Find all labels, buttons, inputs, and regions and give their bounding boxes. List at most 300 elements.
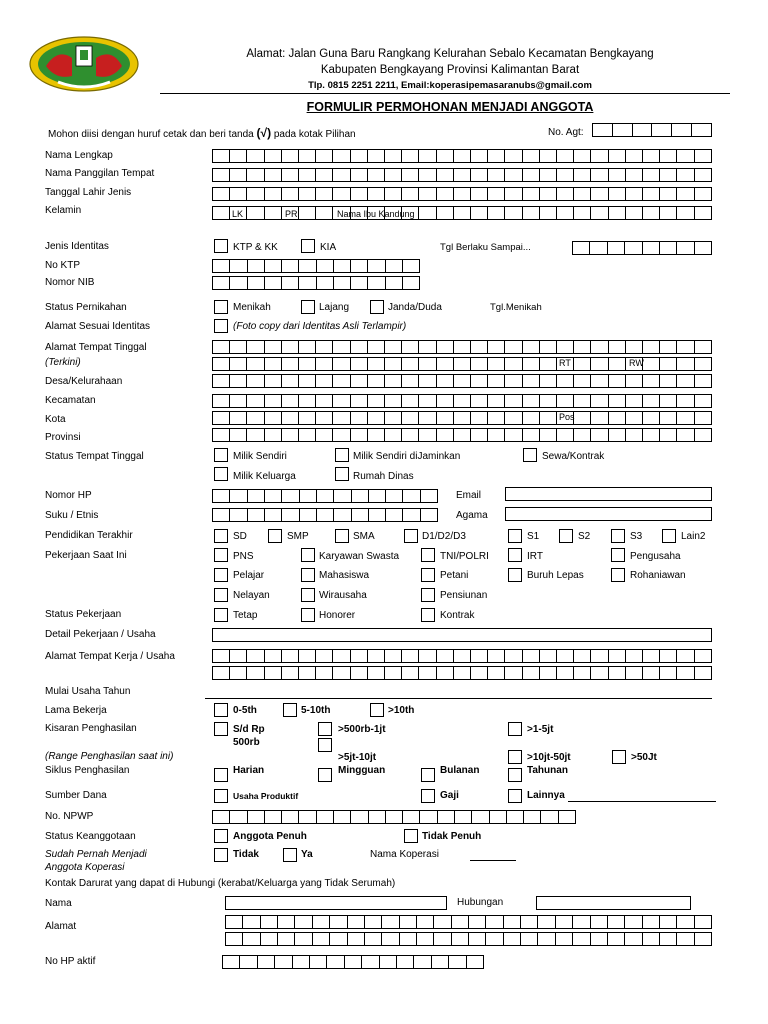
grid-cell[interactable] (369, 490, 386, 502)
grid-cell[interactable] (557, 412, 574, 424)
grid-cell[interactable] (368, 207, 385, 219)
grid-cell[interactable] (557, 395, 574, 407)
grid-cell[interactable] (660, 429, 677, 441)
grid-cell[interactable] (505, 150, 522, 162)
grid-cell[interactable] (226, 916, 243, 928)
checkbox-bulanan[interactable] (421, 768, 435, 782)
grid-cell[interactable] (504, 916, 521, 928)
grid-cell[interactable] (540, 650, 557, 662)
checkbox-kia[interactable] (301, 239, 315, 253)
grid-cell[interactable] (488, 207, 505, 219)
checkbox-mingguan[interactable] (318, 768, 332, 782)
grid-cell[interactable] (608, 933, 625, 945)
grid-cell[interactable] (213, 277, 230, 289)
grid-cell[interactable] (385, 341, 402, 353)
grid-cell[interactable] (299, 429, 316, 441)
grid-cell[interactable] (368, 429, 385, 441)
grid-cell[interactable] (695, 188, 711, 200)
alamat-tinggal-grid-2[interactable] (212, 357, 712, 371)
grid-cell[interactable] (454, 341, 471, 353)
checkbox-10jt-50jt[interactable] (508, 750, 522, 764)
grid-cell[interactable] (333, 412, 350, 424)
grid-cell[interactable] (677, 188, 694, 200)
grid-cell[interactable] (313, 933, 330, 945)
grid-cell[interactable] (351, 429, 368, 441)
grid-cell[interactable] (316, 667, 333, 679)
grid-cell[interactable] (523, 412, 540, 424)
grid-cell[interactable] (609, 650, 626, 662)
grid-cell[interactable] (557, 667, 574, 679)
grid-cell[interactable] (660, 916, 677, 928)
grid-cell[interactable] (368, 667, 385, 679)
grid-cell[interactable] (609, 667, 626, 679)
checkbox-mahasiswa[interactable] (301, 568, 315, 582)
grid-cell[interactable] (333, 150, 350, 162)
grid-cell[interactable] (660, 933, 677, 945)
checkbox-ya[interactable] (283, 848, 297, 862)
grid-cell[interactable] (574, 169, 591, 181)
grid-cell[interactable] (223, 956, 240, 968)
grid-cell[interactable] (505, 650, 522, 662)
grid-cell[interactable] (230, 277, 247, 289)
grid-cell[interactable] (282, 811, 299, 823)
grid-cell[interactable] (265, 341, 282, 353)
grid-cell[interactable] (351, 188, 368, 200)
grid-cell[interactable] (660, 242, 677, 254)
grid-cell[interactable] (213, 395, 230, 407)
grid-cell[interactable] (609, 169, 626, 181)
grid-cell[interactable] (626, 150, 643, 162)
grid-cell[interactable] (365, 916, 382, 928)
grid-cell[interactable] (471, 395, 488, 407)
grid-cell[interactable] (299, 667, 316, 679)
grid-cell[interactable] (247, 412, 264, 424)
grid-cell[interactable] (282, 650, 299, 662)
grid-cell[interactable] (282, 150, 299, 162)
grid-cell[interactable] (677, 650, 694, 662)
grid-cell[interactable] (454, 429, 471, 441)
grid-cell[interactable] (505, 412, 522, 424)
grid-cell[interactable] (265, 490, 282, 502)
grid-cell[interactable] (230, 169, 247, 181)
checkbox-gaji[interactable] (421, 789, 435, 803)
grid-cell[interactable] (368, 260, 385, 272)
checkbox-lainnya[interactable] (508, 789, 522, 803)
grid-cell[interactable] (434, 916, 451, 928)
suku-grid[interactable] (212, 508, 438, 522)
grid-cell[interactable] (660, 358, 677, 370)
grid-cell[interactable] (330, 933, 347, 945)
grid-cell[interactable] (505, 341, 522, 353)
kontak-hubungan-field[interactable] (536, 896, 691, 910)
grid-cell[interactable] (488, 395, 505, 407)
grid-cell[interactable] (299, 811, 316, 823)
grid-cell[interactable] (316, 341, 333, 353)
grid-cell[interactable] (382, 916, 399, 928)
grid-cell[interactable] (385, 395, 402, 407)
grid-cell[interactable] (317, 811, 334, 823)
grid-cell[interactable] (541, 811, 558, 823)
nama-lengkap-grid[interactable] (212, 149, 712, 163)
grid-cell[interactable] (247, 188, 264, 200)
grid-cell[interactable] (467, 956, 483, 968)
grid-cell[interactable] (573, 933, 590, 945)
agama-field[interactable] (505, 507, 712, 521)
grid-cell[interactable] (230, 260, 247, 272)
kontak-hp-grid[interactable] (222, 955, 484, 969)
grid-cell[interactable] (540, 341, 557, 353)
checkbox-nelayan[interactable] (214, 588, 228, 602)
grid-cell[interactable] (695, 341, 711, 353)
grid-cell[interactable] (282, 341, 299, 353)
grid-cell[interactable] (368, 412, 385, 424)
grid-cell[interactable] (265, 260, 282, 272)
grid-cell[interactable] (626, 358, 643, 370)
grid-cell[interactable] (333, 341, 350, 353)
grid-cell[interactable] (419, 412, 436, 424)
grid-cell[interactable] (421, 490, 437, 502)
checkbox-anggota-penuh[interactable] (214, 829, 228, 843)
grid-cell[interactable] (230, 150, 247, 162)
grid-cell[interactable] (316, 169, 333, 181)
grid-cell[interactable] (557, 650, 574, 662)
grid-cell[interactable] (454, 150, 471, 162)
grid-cell[interactable] (265, 358, 282, 370)
grid-cell[interactable] (538, 916, 555, 928)
grid-cell[interactable] (643, 169, 660, 181)
grid-cell[interactable] (540, 358, 557, 370)
grid-cell[interactable] (348, 933, 365, 945)
grid-cell[interactable] (316, 188, 333, 200)
grid-cell[interactable] (660, 412, 677, 424)
provinsi-grid[interactable] (212, 428, 712, 442)
grid-cell[interactable] (417, 916, 434, 928)
grid-cell[interactable] (613, 124, 633, 136)
grid-cell[interactable] (471, 169, 488, 181)
grid-cell[interactable] (557, 188, 574, 200)
no-ktp-grid[interactable] (212, 259, 420, 273)
lainnya-underline[interactable] (568, 801, 716, 802)
grid-cell[interactable] (333, 650, 350, 662)
grid-cell[interactable] (471, 207, 488, 219)
grid-cell[interactable] (625, 916, 642, 928)
grid-cell[interactable] (626, 188, 643, 200)
checkbox-kontrak[interactable] (421, 608, 435, 622)
grid-cell[interactable] (380, 956, 397, 968)
grid-cell[interactable] (695, 412, 711, 424)
grid-cell[interactable] (471, 150, 488, 162)
grid-cell[interactable] (351, 260, 368, 272)
grid-cell[interactable] (590, 242, 607, 254)
grid-cell[interactable] (295, 933, 312, 945)
grid-cell[interactable] (213, 188, 230, 200)
grid-cell[interactable] (523, 169, 540, 181)
grid-cell[interactable] (419, 169, 436, 181)
grid-cell[interactable] (593, 124, 613, 136)
grid-cell[interactable] (247, 375, 264, 387)
grid-cell[interactable] (230, 650, 247, 662)
grid-cell[interactable] (626, 395, 643, 407)
checkbox-karyawan-swasta[interactable] (301, 548, 315, 562)
grid-cell[interactable] (213, 811, 230, 823)
grid-cell[interactable] (299, 341, 316, 353)
grid-cell[interactable] (213, 375, 230, 387)
grid-cell[interactable] (230, 667, 247, 679)
grid-cell[interactable] (573, 916, 590, 928)
grid-cell[interactable] (386, 490, 403, 502)
grid-cell[interactable] (402, 375, 419, 387)
grid-cell[interactable] (486, 916, 503, 928)
grid-cell[interactable] (351, 412, 368, 424)
grid-cell[interactable] (265, 150, 282, 162)
grid-cell[interactable] (402, 358, 419, 370)
grid-cell[interactable] (523, 375, 540, 387)
grid-cell[interactable] (677, 412, 694, 424)
grid-cell[interactable] (471, 358, 488, 370)
grid-cell[interactable] (454, 650, 471, 662)
checkbox-s2[interactable] (559, 529, 573, 543)
alamat-kerja-grid-2[interactable] (212, 666, 712, 680)
grid-cell[interactable] (523, 429, 540, 441)
grid-cell[interactable] (695, 375, 711, 387)
grid-cell[interactable] (265, 429, 282, 441)
kontak-nama-field[interactable] (225, 896, 447, 910)
tanggal-lahir-grid[interactable] (212, 187, 712, 201)
grid-cell[interactable] (419, 375, 436, 387)
grid-cell[interactable] (417, 933, 434, 945)
grid-cell[interactable] (643, 933, 660, 945)
grid-cell[interactable] (677, 242, 694, 254)
checkbox-alamat-identitas[interactable] (214, 319, 228, 333)
grid-cell[interactable] (523, 341, 540, 353)
grid-cell[interactable] (230, 207, 247, 219)
grid-cell[interactable] (677, 395, 694, 407)
grid-cell[interactable] (419, 188, 436, 200)
grid-cell[interactable] (454, 667, 471, 679)
grid-cell[interactable] (437, 395, 454, 407)
grid-cell[interactable] (213, 341, 230, 353)
grid-cell[interactable] (488, 150, 505, 162)
grid-cell[interactable] (386, 277, 403, 289)
grid-cell[interactable] (213, 358, 230, 370)
grid-cell[interactable] (523, 395, 540, 407)
grid-cell[interactable] (432, 956, 449, 968)
grid-cell[interactable] (557, 429, 574, 441)
grid-cell[interactable] (643, 207, 660, 219)
grid-cell[interactable] (351, 650, 368, 662)
grid-cell[interactable] (282, 260, 299, 272)
grid-cell[interactable] (557, 341, 574, 353)
grid-cell[interactable] (282, 429, 299, 441)
grid-cell[interactable] (609, 375, 626, 387)
checkbox-tni-polri[interactable] (421, 548, 435, 562)
grid-cell[interactable] (265, 412, 282, 424)
checkbox-rumah-dinas[interactable] (335, 467, 349, 481)
grid-cell[interactable] (643, 667, 660, 679)
alamat-tinggal-grid-3[interactable] (212, 374, 712, 388)
detail-pekerjaan-field[interactable] (212, 628, 712, 642)
grid-cell[interactable] (403, 277, 419, 289)
grid-cell[interactable] (557, 207, 574, 219)
kontak-alamat-grid-2[interactable] (225, 932, 712, 946)
grid-cell[interactable] (523, 358, 540, 370)
grid-cell[interactable] (351, 375, 368, 387)
grid-cell[interactable] (626, 207, 643, 219)
grid-cell[interactable] (471, 667, 488, 679)
grid-cell[interactable] (403, 811, 420, 823)
grid-cell[interactable] (402, 207, 419, 219)
grid-cell[interactable] (295, 916, 312, 928)
grid-cell[interactable] (300, 509, 317, 521)
grid-cell[interactable] (677, 375, 694, 387)
grid-cell[interactable] (368, 150, 385, 162)
grid-cell[interactable] (540, 169, 557, 181)
grid-cell[interactable] (677, 358, 694, 370)
grid-cell[interactable] (282, 490, 299, 502)
grid-cell[interactable] (695, 650, 711, 662)
grid-cell[interactable] (521, 933, 538, 945)
grid-cell[interactable] (299, 358, 316, 370)
grid-cell[interactable] (609, 395, 626, 407)
grid-cell[interactable] (230, 412, 247, 424)
grid-cell[interactable] (625, 933, 642, 945)
grid-cell[interactable] (402, 667, 419, 679)
grid-cell[interactable] (524, 811, 541, 823)
grid-cell[interactable] (471, 375, 488, 387)
grid-cell[interactable] (299, 375, 316, 387)
grid-cell[interactable] (523, 207, 540, 219)
checkbox-50jt[interactable] (612, 750, 626, 764)
grid-cell[interactable] (660, 375, 677, 387)
grid-cell[interactable] (505, 207, 522, 219)
grid-cell[interactable] (265, 375, 282, 387)
grid-cell[interactable] (247, 429, 264, 441)
npwp-grid[interactable] (212, 810, 576, 824)
grid-cell[interactable] (660, 188, 677, 200)
grid-cell[interactable] (677, 667, 694, 679)
checkbox-milik-keluarga[interactable] (214, 467, 228, 481)
grid-cell[interactable] (454, 412, 471, 424)
grid-cell[interactable] (488, 412, 505, 424)
grid-cell[interactable] (591, 188, 608, 200)
grid-cell[interactable] (369, 509, 386, 521)
grid-cell[interactable] (403, 490, 420, 502)
kontak-alamat-grid-1[interactable] (225, 915, 712, 929)
checkbox-janda-duda[interactable] (370, 300, 384, 314)
grid-cell[interactable] (293, 956, 310, 968)
grid-cell[interactable] (472, 811, 489, 823)
grid-cell[interactable] (591, 207, 608, 219)
grid-cell[interactable] (351, 811, 368, 823)
grid-cell[interactable] (574, 358, 591, 370)
grid-cell[interactable] (282, 375, 299, 387)
grid-cell[interactable] (643, 916, 660, 928)
grid-cell[interactable] (540, 188, 557, 200)
grid-cell[interactable] (643, 150, 660, 162)
grid-cell[interactable] (591, 358, 608, 370)
grid-cell[interactable] (419, 341, 436, 353)
grid-cell[interactable] (626, 169, 643, 181)
grid-cell[interactable] (316, 150, 333, 162)
grid-cell[interactable] (299, 169, 316, 181)
grid-cell[interactable] (402, 650, 419, 662)
grid-cell[interactable] (677, 169, 694, 181)
grid-cell[interactable] (333, 358, 350, 370)
grid-cell[interactable] (213, 429, 230, 441)
grid-cell[interactable] (400, 933, 417, 945)
grid-cell[interactable] (317, 260, 334, 272)
grid-cell[interactable] (230, 375, 247, 387)
grid-cell[interactable] (507, 811, 524, 823)
grid-cell[interactable] (643, 650, 660, 662)
grid-cell[interactable] (574, 429, 591, 441)
grid-cell[interactable] (368, 358, 385, 370)
grid-cell[interactable] (247, 667, 264, 679)
grid-cell[interactable] (643, 395, 660, 407)
grid-cell[interactable] (299, 395, 316, 407)
grid-cell[interactable] (660, 341, 677, 353)
grid-cell[interactable] (695, 358, 711, 370)
grid-cell[interactable] (488, 169, 505, 181)
grid-cell[interactable] (213, 412, 230, 424)
grid-cell[interactable] (643, 358, 660, 370)
grid-cell[interactable] (258, 956, 275, 968)
checkbox-milik-sendiri-dijaminkan[interactable] (335, 448, 349, 462)
grid-cell[interactable] (282, 169, 299, 181)
grid-cell[interactable] (591, 395, 608, 407)
grid-cell[interactable] (351, 667, 368, 679)
grid-cell[interactable] (368, 341, 385, 353)
grid-cell[interactable] (368, 169, 385, 181)
grid-cell[interactable] (574, 375, 591, 387)
grid-cell[interactable] (299, 277, 316, 289)
grid-cell[interactable] (334, 490, 351, 502)
grid-cell[interactable] (316, 650, 333, 662)
grid-cell[interactable] (660, 667, 677, 679)
grid-cell[interactable] (278, 933, 295, 945)
grid-cell[interactable] (505, 395, 522, 407)
grid-cell[interactable] (402, 341, 419, 353)
grid-cell[interactable] (230, 341, 247, 353)
checkbox-tahunan[interactable] (508, 768, 522, 782)
grid-cell[interactable] (591, 375, 608, 387)
grid-cell[interactable] (230, 811, 247, 823)
checkbox-pengusaha[interactable] (611, 548, 625, 562)
grid-cell[interactable] (230, 395, 247, 407)
grid-cell[interactable] (351, 395, 368, 407)
grid-cell[interactable] (469, 916, 486, 928)
grid-cell[interactable] (557, 169, 574, 181)
checkbox-rohaniawan[interactable] (611, 568, 625, 582)
grid-cell[interactable] (660, 150, 677, 162)
grid-cell[interactable] (608, 916, 625, 928)
grid-cell[interactable] (386, 509, 403, 521)
checkbox-tidak[interactable] (214, 848, 228, 862)
checkbox-s3[interactable] (611, 529, 625, 543)
grid-cell[interactable] (352, 509, 369, 521)
grid-cell[interactable] (213, 490, 230, 502)
grid-cell[interactable] (282, 667, 299, 679)
member-number-grid[interactable] (592, 123, 712, 137)
grid-cell[interactable] (660, 169, 677, 181)
grid-cell[interactable] (434, 933, 451, 945)
grid-cell[interactable] (402, 395, 419, 407)
grid-cell[interactable] (351, 341, 368, 353)
grid-cell[interactable] (540, 375, 557, 387)
grid-cell[interactable] (556, 933, 573, 945)
grid-cell[interactable] (591, 150, 608, 162)
grid-cell[interactable] (385, 429, 402, 441)
